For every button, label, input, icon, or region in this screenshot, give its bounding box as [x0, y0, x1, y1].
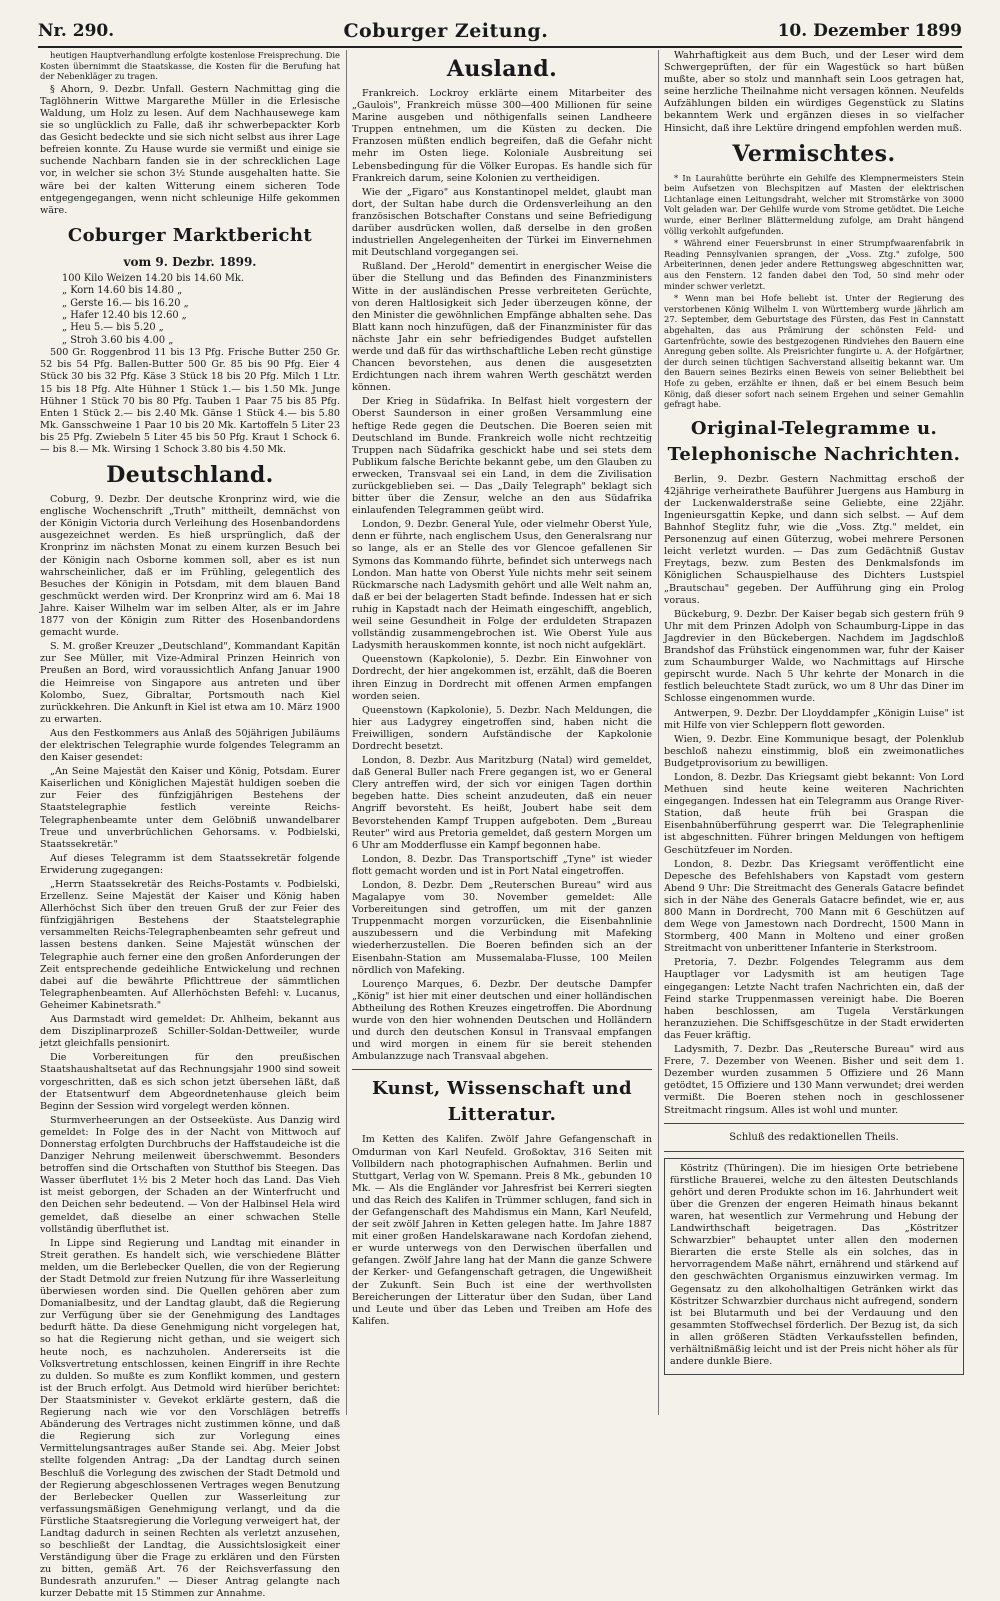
section-heading-kunst: Kunst, Wissenschaft und Litteratur.: [371, 1078, 633, 1126]
column-1: [40, 50, 340, 1600]
column-rule: [346, 50, 347, 1415]
market-row: 100 Kilo Weizen 14.20 bis 14.60 Mk.: [62, 272, 244, 284]
market-text: 500 Gr. Roggenbrod 11 bis 13 Pfg. Frische Butter 250 Gr. 52 bis 54 Pfg. Ballen-Butter 500 Gr. 85 bis 90 Pfg. Eier 4 Stück 30 bis 32 Pfg. Käse 3 Stück 18 bis 20 Pfg. Milch 1 Ltr. 15 bis 18 Pfg. Alte Hühner 1 Stück 1.— bis 1.50 Mk. Junge Hühner 1 Stück 70 bis 80 Pfg. Tauben 1 Paar 75 bis 85 Pfg. Enten 1 Stück 2.— bis 2.40 Mk. Gänse 1 Stück 4.— bis 5.80 Mk. Gansschweine 1 Paar 10 bis 20 Mk. Kartoffeln 5 Liter 23 bis 25 Pfg. Zwiebeln 5 Liter 45 bis 50 Pfg. Kraut 1 Schock 6.— bis 8.— Mk. Wirsing 1 Schock 3.80 bis 4.50 Mk.: [40, 347, 340, 455]
article-text: Pretoria, 7. Dezbr. Folgendes Telegramm aus dem Hauptlager vor Ladysmith ist am heutigen Tage eingegangen: Letzte Nacht trafen Nachrichten ein, daß der Feind starke Truppenmassen vereinigt habe. Die Boeren haben beschlossen, am Tugela Verstärkungen heranzuziehen. Die Schiffsgeschütze in der Stadt erwiderten das Feuer kräftig.: [664, 957, 964, 1041]
section-heading-ausland: Ausland.: [446, 56, 558, 82]
article-text: Queenstown (Kapkolonie), 5. Dezbr. Ein Einwohner von Dordrecht, der hier angekommen ist, erzählt, daß die Boeren ihren Einzug in Dordrecht mit offenen Armen empfangen worden seien.: [352, 654, 652, 702]
advertisement: [664, 1158, 964, 1376]
article-text: London, 8. Dezbr. Dem „Reuterschen Bureau" wird aus Magalapye vom 30. November gemeldet: Alle Vorbereitungen sind getroffen, um mit der ganzen Truppenmacht morgen vorzurücken, die Eisenbahnlinie auszubessern und die Verbindung mit Mafeking wiederherzustellen. Die Boeren befinden sich an der Eisenbahn-Station am Mussemalaba-Flusse, 100 Meilen nördlich von Mafeking.: [352, 880, 652, 976]
divider: [352, 1069, 652, 1070]
masthead: [38, 16, 962, 48]
article-text: Bückeburg, 9. Dezbr. Der Kaiser begab sich gestern früh 9 Uhr mit dem Prinzen Adolph von Schaumburg-Lippe in das Jagdrevier in den Bückebergen. Nachdem im Jagdschloß Brandshof das Frühstück eingenommen war, fuhr der Kaiser zum Schaumburger Walde, wo Nachmittags auf Hirsche gepirscht wurde. Nach 5 Uhr kehrte der Monarch in die festlich beleuchtete Stadt zurück, wo um 8 Uhr das Diner im Schlosse eingenommen wurde.: [664, 608, 964, 705]
section-heading-vermischtes: Vermischtes.: [732, 140, 896, 167]
market-row: „ Korn 14.60 bis 14.80 „: [62, 285, 183, 297]
article-text: * In Laurahütte berührte ein Gehilfe des Klempnermeisters Stein beim Aufsetzen von Blechspitzen auf Masten der elektrischen Lichtanlage einen Leitungsdraht, welcher mit Stromstärke von 3000 Volt geladen war. Der Gehilfe wurde vom Strome getödtet. Die Leiche wurde, einer Berliner Blättermeldung zufolge, am Draht hängend völlig verkohlt aufgefunden.: [664, 172, 964, 236]
section-heading-market: Coburger Marktbericht: [67, 224, 313, 246]
article-text: Ladysmith, 7. Dezbr. Das „Reutersche Bureau" wird aus Frere, 7. Dezember von Weenen. Bisher und seit dem 1. Dezember wurden zusammen 5 Offiziere und 26 Mann getödtet, 15 Offiziere und 130 Mann verwundet; drei werden vermißt. Die Boeren stehen noch in geschlossener Streitmacht ringsum. Alles ist wohl und munter.: [664, 1044, 964, 1116]
article-text: Berlin, 9. Dezbr. Gestern Nachmittag erschoß der 42jährige verheirathete Bauführer Juergens aus Hamburg in der Luckenwalderstraße seine Geliebte, eine 22jähr. Ingenieursgattin Kepke, und dann sich selbst. — Auf dem Bahnhof Steglitz fuhr, wie die „Voss. Ztg." meldet, ein Personenzug auf einen Güterzug, wobei mehrere Personen leicht verletzt wurden. — Das zum Gedächtniß Gustav Freytags, bezw. zum Besten des Denkmalsfonds im Königlichen Schauspielhause des Dichters Lustspiel „Brautschau" gegeben. Der Aufführung ging ein Prolog voraus.: [664, 473, 964, 606]
article-text: § Ahorn, 9. Dezbr. Unfall. Gestern Nachmittag ging die Taglöhnerin Wittwe Margarethe Müller in die Erlesische Waldung, um Holz zu lesen. Auf dem Nachhausewege kam sie so unglücklich zu Falle, daß ihr schwerbepackter Korb das Gesicht bedeckte und sie sich nicht selbst aus ihrer Lage befreien konnte. Zu Hause wurde sie vermißt und einige sie suchende Nachbarn fanden sie in der schrecklichen Lage vor, in welcher sie schon 3½ Stunde ausgehalten hatte. Sie wäre bei der kalten Witterung einem sicheren Tode entgegengegangen, wenn nicht schleunige Hilfe gekommen wäre.: [40, 83, 340, 216]
article-text: Der Krieg in Südafrika. In Belfast hielt vorgestern der Oberst Saunderson in einer großen Versammlung eine heftige Rede gegen die Deutschen. Die Boeren seien mit Deutschland im Bunde. Frankreich wolle nicht rechtzeitig Truppen nach Südafrika geschickt habe und sei stets dem Publikum falsche Berichte bekannt gebe, um den Glauben zu erwecken, Transvaal sei ein Land, in dem die Zivilisation zurückgeblieben sei. — Das „Daily Telegraph" beklagt sich bitter über die Zensur, welche an den aus Südafrika einlaufenden Telegrammen geübt wird.: [352, 396, 652, 517]
article-text: Auf dieses Telegramm ist dem Staatssekretär folgende Erwiderung zugegangen:: [40, 852, 340, 876]
article-text: Die Vorbereitungen für den preußischen Staatshaushaltsetat auf das Rechnungsjahr 1900 sind soweit vorgeschritten, daß es sich schon jetzt übersehen läßt, daß der Etatsentwurf dem Abgeordnetenhause gleich beim Beginn der Session wird vorgelegt werden können.: [40, 1052, 340, 1112]
article-text: London, 8. Dezbr. Das Transportschiff „Tyne" ist wieder flott gemacht worden und ist in Port Natal eingetroffen.: [352, 853, 652, 877]
newspaper-title: Coburger Zeitung.: [343, 20, 549, 42]
divider: [664, 1123, 964, 1124]
article-text: Rußland. Der „Herold" dementirt in energischer Weise die über die Stellung und das Befinden des Finanzministers Witte in der ausländischen Presse verbreiteten Gerüchte, von deren Haltlosigkeit sich Jeder überzeugen könne, der den Minister die gewöhnlichen Empfänge abhalten sehe. Das Blatt kann noch hinzufügen, daß der Finanzminister für das nächste Jahr ein sehr befriedigendes Budget aufstellen werde und daß für das wirthschaftliche Leben recht günstige Chancen bevorstehen, aus denen die ausgesetzten Erdichtungen nach ihrem wahren Werth geschätzt werden können.: [352, 261, 652, 394]
article-text: Aus den Festkommers aus Anlaß des 50jährigen Jubiläums der elektrischen Telegraphie wurde folgendes Telegramm an den Kaiser gesendet:: [40, 727, 340, 764]
market-row: „ Heu 5.— bis 5.20 „: [62, 322, 164, 334]
market-date: vom 9. Dezbr. 1899.: [123, 254, 257, 269]
column-3: [664, 50, 964, 1415]
section-heading-deutschland: Deutschland.: [106, 462, 274, 489]
article-text: heutigen Hauptverhandlung erfolgte kostenlose Freisprechung. Die Kosten übernimmt die Staatskasse, die Kosten für die Berufung hat der Nebenkläger zu tragen.: [40, 50, 340, 82]
article-text: Wien, 9. Dezbr. Eine Kommunique besagt, der Polenklub beschloß nahezu einstimmig, bloß ein zweimonatliches Budgetprovisorium zu bewilligen.: [664, 733, 964, 769]
column-2: [352, 50, 652, 1415]
article-text: London, 9. Dezbr. General Yule, oder vielmehr Oberst Yule, denn er führte, nach englischem Usus, den Generalsrang nur so lange, als er an Stelle des vor Glencoe gefallenen Sir Symons das Kommando führte, befindet sich unterwegs nach London. Man hatte von Oberst Yule nichts mehr seit seinem Rückmarsche nach Ladysmith gehört und alle Welt nahm an, daß er bei der belagerten Stadt befinde. Indessen hat er sich ruhig in Kapstadt nach der Heimath eingeschifft, angeblich, weil seine Gesundheit in Folge der erduldeten Strapazen vollständig zusammengebrochen ist. Wie Oberst Yule aus Ladysmith herauskommen konnte, ist noch nicht aufgeklärt.: [352, 519, 652, 652]
article-text: Antwerpen, 9. Dezbr. Der Lloyddampfer „Königin Luise" ist mit Hilfe von vier Schleppern flott geworden.: [664, 707, 964, 731]
article-text: S. M. großer Kreuzer „Deutschland", Kommandant Kapitän zur See Müller, mit Vize-Admiral Prinzen Heinrich von Preußen an Bord, wird voraussichtlich Anfang Januar 1900 die Heimreise von Singapore aus antreten und über Kolombo, Suez, Gibraltar, Portsmouth nach Kiel zurückkehren. Die Ankunft in Kiel ist etwa am 10. März 1900 zu erwarten.: [40, 641, 340, 725]
issue-date: 10. Dezember 1899: [777, 21, 962, 41]
editorial-end-note: Schluß des redaktionellen Theils.: [729, 1131, 899, 1143]
article-text: „An Seine Majestät den Kaiser und König, Potsdam. Eurer Kaiserlichen und Königlichen Majestät huldigen soeben die zur Feier des fünfzigjährigen Bestehens der Staatstelegraphie festlich vereinte Reichs-Telegraphenbeamte unter dem Gelöbniß unwandelbarer Treue und unverbrüchlichen Gehorsams. v. Podbielski, Staatssekretär.": [40, 766, 340, 850]
article-text: Coburg, 9. Dezbr. Der deutsche Kronprinz wird, wie die englische Wochenschrift „Truth" mittheilt, demnächst von der Königin Victoria durch Verleihung des Hosenbandordens ausgezeichnet werden. Es hieß ursprünglich, daß der Kronprinz im nächsten Monat zu einem kurzen Besuch bei der Königin nach Osborne kommen soll, aber es ist nun wahrscheinlicher, daß er im Frühling, gelegentlich des Besuches der Königin in Potsdam, mit dem blauen Band geschmückt werden wird. Der Kronprinz wird am 6. Mai 18 Jahre. Kaiser Wilhelm war im selben Alter, als er im Jahre 1877 von der Königin zum Ritter des Hosenbandordens gemacht wurde.: [40, 494, 340, 639]
market-list: [40, 273, 340, 347]
article-text: Aus Darmstadt wird gemeldet: Dr. Ahlheim, bekannt aus dem Disziplinarprozeß Schiller-Soldan-Dettweiler, wurde jetzt gleichfalls pensionirt.: [40, 1014, 340, 1050]
article-text: London, 8. Dezbr. Das Kriegsamt veröffentlicht eine Depesche des Befehlshabers von Kapstadt vom gestern Abend 9 Uhr: Die Streitmacht des Generals Gatacre befindet sich in der Nähe des Generals Gatacre befindet, wie er, aus 800 Mann in Dordrecht, 700 Mann mit 6 Geschützen auf dem Wege von Jamestown nach Dordrecht, 1500 Mann in Stormberg, 400 Mann in Molteno und einer großen Streitmacht von unberittener Infanterie in Sterkstroom.: [664, 858, 964, 955]
article-text: In Lippe sind Regierung und Landtag mit einander in Streit gerathen. Es handelt sich, wie verschiedene Blätter melden, um die Berlebecker Quellen, die von der Regierung der Stadt Detmold zur freien Nutzung für ihre Wasserleitung überwiesen worden sind. Die Quellen gehören aber zum Domanialbesitz, und der Landtag glaubt, daß die Regierung zur Verfügung über sie der Genehmigung des Landtages bedurft hätte. Da diese Genehmigung nicht vorgelegen hat, so hat die Regierung nicht gethan, und sie weigert sich heute noch, es nachzuholen. Andererseits ist die Volksvertretung entschlossen, keinen Eingriff in ihre Rechte zu dulden. So mußte es zum Konflikt kommen, und gestern ist der Bruch erfolgt. Aus Detmold wird hierüber berichtet: Der Staatsminister v. Gevekot erklärte gestern, daß die Regierung nach wie vor den Vorschlägen betreffs Abänderung des Vertrages nicht zustimmen könne, und daß die Regierung sich zur Vorlegung eines Vermittelungsantrages außer Stande sei. Abg. Meier Jobst stellte folgenden Antrag: „Da der Landtag durch seinen Beschluß die Vorlegung des zwischen der Stadt Detmold und der Regierung abgeschlossenen Vertrages wegen Benutzung der Berlebecker Quellen zur Wasserleitung zur verfassungsmäßigen Genehmigung verlangt, und da die Fürstliche Staatsregierung die Vorlegung verweigert hat, der Landtag dadurch in seinen Rechten als verletzt anzusehen, so beschließt der Landtag, die Aussichtslosigkeit einer Verständigung über die Frage zu erklären und den Fürsten zu bitten, gemäß Art. 76 der Reichsverfassung den Bundesrath anzurufen." — Dieser Antrag gelangte nach kurzer Debatte mit 15 Stimmen zur Annahme.: [40, 1237, 340, 1600]
article-text: London, 8. Dezbr. Das Kriegsamt giebt bekannt: Von Lord Methuen sind heute keine weiteren Nachrichten eingegangen. Indessen hat ein Telegramm aus Orange River-Station, daß heute früh bei Graspan die Eisenbahnüberführung gesperrt war. Die Telegraphenlinie ist abgeschnitten. Führer bringen Meldungen von heftigem Geschützfeuer im Norden.: [664, 771, 964, 856]
article-text: * Wenn man bei Hofe beliebt ist. Unter der Regierung des verstorbenen König Wilhelm I. von Württemberg wurde jährlich am 27. September, dem Geburtstage des Fürsten, das Fest in Cannstatt abgehalten, das aus Prämirung der schönsten Feld- und Gartenfrüchte, sowie des bestgezogenen Rindviehes den Bauern eine Anregung geben sollte. Als Preisrichter fungirte u. A. der Hofgärtner, der durch seinen tüchtigen Sachverstand allseitig bekannt war. Um den Bauern seines Bezirks einen Beweis von seiner Beliebtheit bei Hofe zu geben, erzählte er ihnen, daß er bei einem Besuch beim König, daß dieser sofort nach seinem Ergehen und seiner Gemahlin gefragt habe.: [664, 293, 964, 410]
article-text: Sturmverheerungen an der Ostseeküste. Aus Danzig wird gemeldet: In Folge des in der Nacht von Mittwoch auf Donnerstag erfolgten Durchbruchs der Haffstaudeiche ist die Danziger Nehrung meilenweit überschwemmt. Besonders betroffen sind die Ortschaften von Stutthof bis Steegen. Das Wasser überflutet 1½ bis 2 Meter hoch das Land. Das Vieh ist meist geborgen, der Schaden an der Winterfrucht und den Deichen sehr bedeutend. — Von der Halbinsel Hela wird gemeldet, daß dieselbe an einer schwachen Stelle vollständig überfluthet ist.: [40, 1114, 340, 1235]
article-text: London, 8. Dezbr. Aus Maritzburg (Natal) wird gemeldet, daß General Buller nach Frere gegangen ist, wo er General Clery antreffen wird, der sich vor einigen Tagen dorthin begeben hatte. Dies scheint anzudeuten, daß ein neuer Angriff bevorsteht. Es heißt, Joubert habe seit dem Bevorstehenden Kampf Truppen aufgeboten. Dem „Bureau Reuter" wird aus Pretoria gemeldet, daß gestern Morgen um 6 Uhr am Modderflusse ein Kampf begonnen habe.: [352, 755, 652, 851]
article-text: „Herrn Staatssekretär des Reichs-Postamts v. Podbielski, Erzellenz. Seine Majestät der Kaiser und König haben Allerhöchst Sich über den treuen Gruß der zur Feier des fünfzigjährigen Bestehens der Staatstelegraphie versammelten Reichs-Telegraphenbeamten sehr gefreut und lassen bestens danken. Seine Majestät wünschen der Telegraphie auch ferner eine den großen Anforderungen der Zeit entsprechende gedeihliche Entwickelung und rechnen dabei auf die bewährte Pflichttreue der sämmtlichen Telegraphenbeamten. Auf Allerhöchsten Befehl: v. Lucanus, Geheimer Kabinetsrath.": [40, 879, 340, 1011]
section-heading-telegramme: Original-Telegramme u. Telephonische Nachrichten.: [667, 417, 961, 465]
article-text: * Während einer Feuersbrunst in einer Strumpfwaarenfabrik in Reading Pennsylvanien sprangen, der „Voss. Ztg." zufolge, 500 Arbeiterinnen, denen jeder andere Rettungsweg abgeschnitten war, aus den Fenstern. 12 fanden dabei den Tod, 50 sind mehr oder minder schwer verletzt.: [664, 238, 964, 291]
article-text: Im Ketten des Kalifen. Zwölf Jahre Gefangenschaft in Omdurman von Karl Neufeld. Großoktav, 316 Seiten mit Vollbildern nach photographischen Aufnahmen. Berlin und Stuttgart, Verlag von W. Spemann. Preis 8 Mk., gebunden 10 Mk. — Als die Engländer vor Jahresfrist bei Kerreri siegten und das Reich des Kalifen in Trümmer schlugen, fand sich in der Gefangenschaft des Mahdismus ein Mann, Karl Neufeld, der seit zwölf Jahren in Ketten gelegen hatte. Im Jahre 1887 mit einer großen Handelskarawane nach Kordofan ziehend, er wurde unterwegs von den Derwischen überfallen und gefangen. Zwölf Jahre lang hat der Mann die ganze Schwere der Kerker- und Gefangenschaft getragen, die Ungewißheit der Zukunft. Sein Buch ist eine der werthvollsten Bereicherungen der Litteratur über den Sudan, über Land und Leute und über das Leben und Treiben am Hofe des Kalifen.: [352, 1134, 652, 1327]
article-text: Frankreich. Lockroy erklärte einem Mitarbeiter des „Gaulois", Frankreich müsse 300—400 Millionen für seine Marine ausgeben und nöthigenfalls seinen Landheere Truppen entnehmen, um die Küsten zu decken. Die Franzosen müßten endlich begreifen, daß die Gefahr nicht mehr im Osten liege. Koloniale Ausbreitung sei Lebensbedingung für die Völker Europas. Es handle sich für Frankreich darum, seine Kolonien zu vertheidigen.: [352, 88, 652, 184]
column-rule: [658, 50, 659, 1415]
market-row: „ Stroh 3.60 bis 4.00 „: [62, 334, 174, 346]
market-row: „ Hafer 12.40 bis 12.60 „: [62, 310, 187, 322]
market-row: „ Gerste 16.— bis 16.20 „: [62, 297, 189, 309]
article-text: Lourenço Marques, 6. Dezbr. Der deutsche Dampfer „König" ist hier mit einer deutschen und einer holländischen Abtheilung des Rothen Kreuzes eingetroffen. Die Abordnung wurde von den hier wohnenden Deutschen und Holländern und durch den deutschen Konsul in Transvaal empfangen und wird morgen in einem für sie bereit stehenden Ambulanzzuge nach Transvaal abgehen.: [352, 978, 652, 1063]
article-text: Wie der „Figaro" aus Konstantinopel meldet, glaubt man dort, der Sultan habe durch die Ordensverleihung an den französischen Botschafter Constans und seine Befriedigung darüber ausdrücken wollen, daß derselbe in den großen industriellen Angelegenheiten der Türkei im Einvernehmen mit Deutschland vorgegangen sei.: [352, 186, 652, 259]
issue-number: Nr. 290.: [38, 21, 115, 41]
divider: [664, 1151, 964, 1152]
article-text: Wahrhaftigkeit aus dem Buch, und der Leser wird dem Schwergeprüften, der für ein Wagestück so hart büßen mußte, aber so stolz und mannhaft sein Loos getragen hat, seine herzliche Theilnahme nicht versagen können. Neufelds Aufzählungen bilden ein würdiges Gegenstück zu Slatins bekanntem Werk und ergänzen dieses in so vielfacher Hinsicht, daß ihre Lektüre dringend empfohlen werden muß.: [664, 50, 964, 134]
article-text: Queenstown (Kapkolonie), 5. Dezbr. Nach Meldungen, die hier aus Ladygrey eingetroffen sind, haben nicht die Freiwilligen, sondern Aufständische der Kapkolonie Dordrecht besetzt.: [352, 704, 652, 752]
advertisement-text: Köstritz (Thüringen). Die im hiesigen Orte betriebene fürstliche Brauerei, welche zu den ältesten Deutschlands gehört und deren Produkte schon im 16. Jahrhundert weit über die Grenzen der engeren Heimath hinaus bekannt waren, hat wesentlich zur Vermehrung und Hebung der Landwirthschaft beigetragen. Das „Köstritzer Schwarzbier" behauptet unter allen den modernen Bierarten die erste Stelle als ein solches, das in hervorragendem Maße nährt, ernährend und stärkend auf den geschwächten Organismus einzuwirken vermag. Im Gegensatz zu den alkoholhaltigen Getränken wirkt das Köstritzer Schwarzbier durchaus nicht aufregend, sondern ist bei Blutarmuth und bei der Verdauung und den gesammten Stoffwechsel förderlich. Der Bezug ist, da sich in allen größeren Städten Verkaufsstellen befinden, verhältnißmäßig leicht und ist der Preis nicht höher als für andere dunkle Biere.: [670, 1162, 958, 1368]
